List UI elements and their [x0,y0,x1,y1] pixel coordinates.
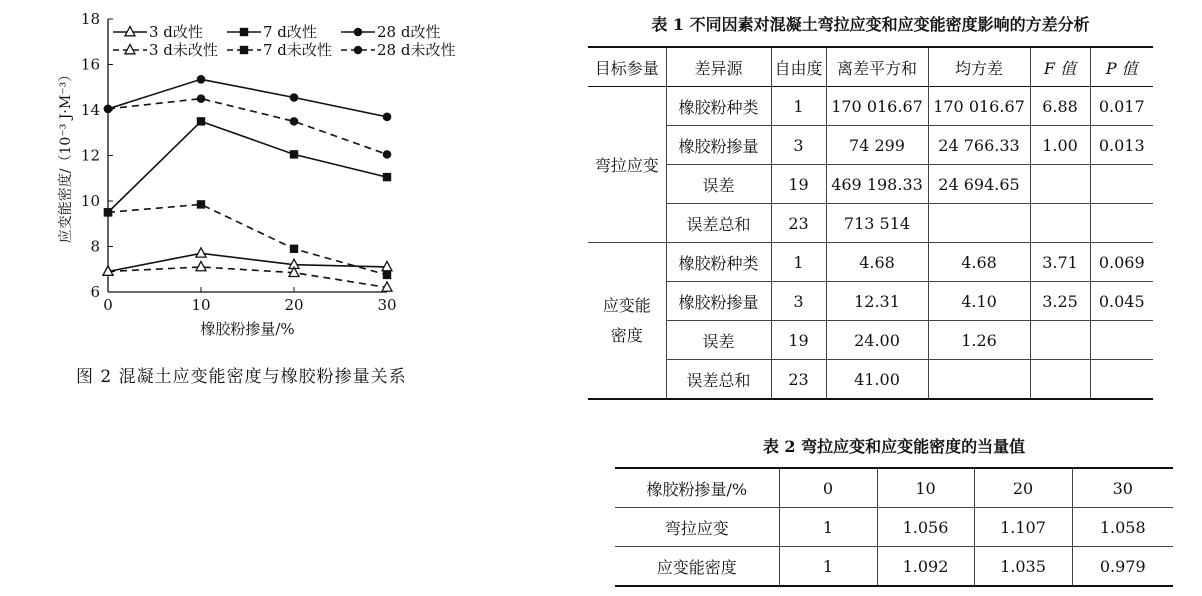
table-cell: 3.71 [1030,243,1090,282]
legend-label: 28 d未改性 [377,41,456,59]
table-cell: 19 [771,165,826,204]
table-row [615,547,1173,587]
data-point [197,117,205,125]
table-cell: 4.10 [928,282,1030,321]
equivalent-value-table [615,467,1173,587]
figure-caption: 图 2 混凝土应变能密度与橡胶粉掺量关系 [76,367,407,387]
table-cell: 24 694.65 [928,165,1030,204]
variance-analysis-table [588,46,1153,400]
table2-header-cell: 10 [877,468,974,508]
table-row [588,126,1153,165]
table-cell: 170 016.67 [928,87,1030,126]
data-point [197,75,206,84]
table-cell: 误差 [666,321,771,360]
data-point [383,173,391,181]
legend-marker [125,45,135,54]
legend-marker [354,46,363,55]
table-cell: 1.058 [1072,508,1173,547]
legend-label: 7 d未改性 [263,41,332,59]
table-cell: 应变能密度 [615,547,779,587]
table-cell: 24.00 [826,321,928,360]
table-cell: 误差 [666,165,771,204]
table1-header-cell: 离差平方和 [826,47,928,87]
table-cell [1030,360,1090,400]
y-tick-label: 14 [80,101,100,119]
table-cell: 24 766.33 [928,126,1030,165]
table-cell: 1.092 [877,547,974,587]
table-cell: 弯拉应变 [615,508,779,547]
table-cell: 41.00 [826,360,928,400]
table2-header-cell: 30 [1072,468,1173,508]
series-line [108,79,387,117]
table-cell: 1 [771,243,826,282]
table-cell: 橡胶粉掺量 [666,282,771,321]
table-cell: 1 [779,547,877,587]
table-cell: 1 [779,508,877,547]
table-cell: 6.88 [1030,87,1090,126]
table-cell: 1.00 [1030,126,1090,165]
table-cell [1090,360,1153,400]
table2-header-cell: 20 [974,468,1072,508]
data-point [197,200,205,208]
table-cell: 3.25 [1030,282,1090,321]
table-cell: 橡胶粉种类 [666,243,771,282]
table-cell: 74 299 [826,126,928,165]
x-tick-label: 10 [191,296,211,314]
table-cell: 469 198.33 [826,165,928,204]
table-cell: 1 [771,87,826,126]
legend-marker [125,27,135,36]
table-cell [928,204,1030,243]
table-cell: 23 [771,360,826,400]
table1-header-cell: P 值 [1090,47,1153,87]
series-line [108,204,387,275]
table-row [588,321,1153,360]
y-tick-label: 16 [80,55,100,74]
table-cell: 19 [771,321,826,360]
x-tick-label: 20 [284,296,304,314]
table-row [588,360,1153,400]
table-cell [928,360,1030,400]
table-cell: 170 016.67 [826,87,928,126]
table-cell: 误差总和 [666,360,771,400]
table2-header-row [615,468,1173,508]
table-row [588,282,1153,321]
data-point [383,113,392,122]
table2-title: 表 2 弯拉应变和应变能密度的当量值 [762,437,1026,456]
data-point [383,271,391,279]
x-tick-label: 30 [377,296,397,314]
legend-marker [240,46,248,54]
table-cell: 4.68 [928,243,1030,282]
y-tick-label: 6 [90,283,100,301]
x-tick-label: 0 [103,296,113,314]
table-cell: 橡胶粉掺量 [666,126,771,165]
strain-energy-chart [0,0,470,350]
table-cell: 0.069 [1090,243,1153,282]
y-tick-label: 12 [80,146,100,165]
table-row [588,243,1153,282]
data-point [383,150,392,159]
table-cell: 1.26 [928,321,1030,360]
series-line [108,267,387,287]
table-cell [1030,321,1090,360]
data-point [104,105,113,114]
table-row [588,204,1153,243]
data-point [104,208,112,216]
table1-header-cell: 差异源 [666,47,771,87]
data-point [196,261,206,270]
table2-header-cell: 0 [779,468,877,508]
legend-label: 28 d改性 [377,23,441,41]
table2-header-cell: 橡胶粉掺量/% [615,468,779,508]
series-line [108,121,387,212]
table-cell [1030,165,1090,204]
table-cell: 0.045 [1090,282,1153,321]
table-cell [1090,165,1153,204]
group-label: 弯拉应变 [588,87,666,243]
data-point [290,150,298,158]
table-row [588,165,1153,204]
legend-label: 7 d改性 [263,23,317,41]
table1-title: 表 1 不同因素对混凝土弯拉应变和应变能密度影响的方差分析 [651,15,1090,34]
y-tick-label: 10 [80,192,100,210]
data-point [290,117,299,126]
legend-marker [354,28,363,37]
data-point [196,248,206,257]
data-point [290,93,299,102]
table-cell [1090,204,1153,243]
x-axis-label: 橡胶粉掺量/% [200,320,295,338]
table1-header-cell: 目标参量 [588,47,666,87]
legend-marker [240,28,248,36]
table1-header-cell: 自由度 [771,47,826,87]
table-cell: 1.035 [974,547,1072,587]
table-cell: 1.107 [974,508,1072,547]
table-cell: 4.68 [826,243,928,282]
y-tick-label: 18 [80,10,100,28]
table-cell: 误差总和 [666,204,771,243]
table-cell [1090,321,1153,360]
table-row [588,87,1153,126]
data-point [290,245,298,253]
table-cell: 3 [771,282,826,321]
table-cell: 1.056 [877,508,974,547]
table-cell: 23 [771,204,826,243]
table-cell [1030,204,1090,243]
legend-label: 3 d未改性 [149,41,218,59]
data-point [197,94,206,103]
table-cell: 0.013 [1090,126,1153,165]
legend-label: 3 d改性 [149,23,203,41]
table-cell: 0.017 [1090,87,1153,126]
table-cell: 713 514 [826,204,928,243]
table-cell: 3 [771,126,826,165]
table-cell: 0.979 [1072,547,1173,587]
table-cell: 12.31 [826,282,928,321]
table1-header-cell: F 值 [1030,47,1090,87]
y-tick-label: 8 [90,237,100,256]
series-line [108,99,387,155]
group-label-text: 应变能密度 [602,295,651,345]
group-label [588,243,666,400]
y-axis-label: 应变能密度/（10⁻³ J·M⁻³） [58,67,74,244]
table-row [615,508,1173,547]
table1-header-cell: 均方差 [928,47,1030,87]
table-cell: 橡胶粉种类 [666,87,771,126]
table1-header-row [588,47,1153,87]
